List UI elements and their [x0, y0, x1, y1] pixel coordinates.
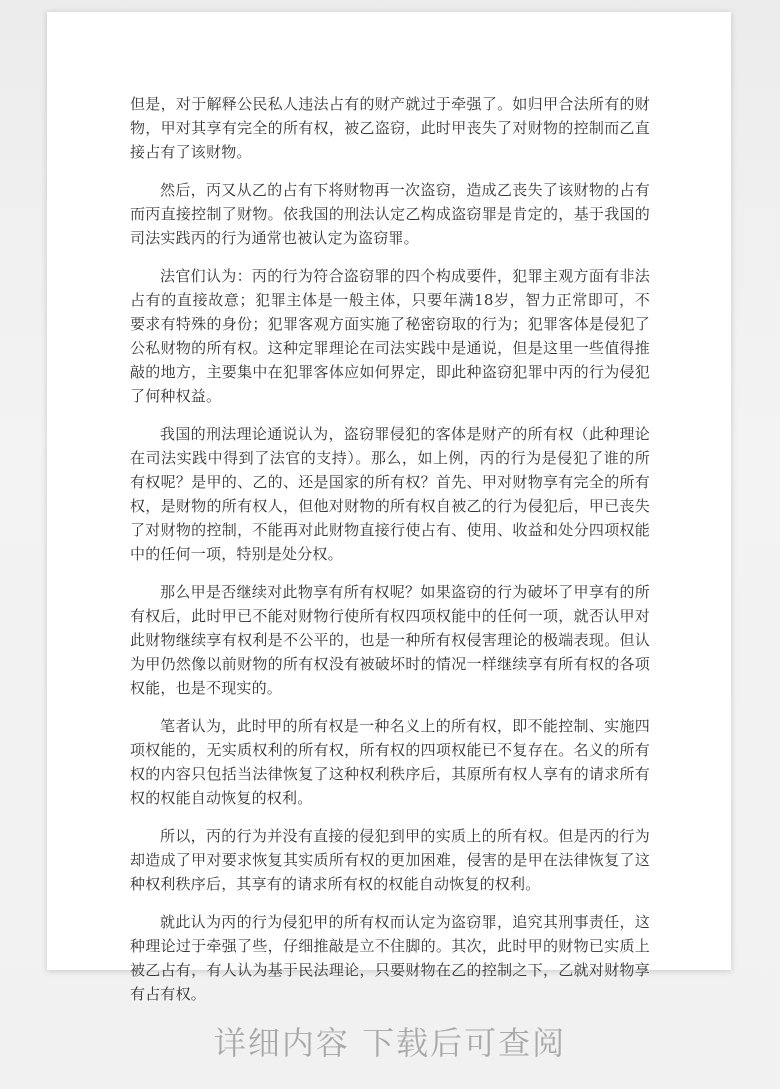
- paragraph-4: 我国的刑法理论通说认为，盗窃罪侵犯的客体是财产的所有权（此种理论在司法实践中得到了法官的支持）。那么，如上例，丙的行为是侵犯了谁的所有权呢？是甲的、乙的、还是国家的所有权？首先、甲对财物享有完全的所有权，是财物的所有权人，但他对财物的所有权自被乙的行为侵犯后，甲已丧失了对财物的控制，不能再对此财物直接行使占有、使用、收益和处分四项权能中的任何一项，特别是处分权。: [130, 425, 650, 563]
- download-prompt: 详细内容 下载后可查阅: [213, 1024, 567, 1062]
- paragraph-6: 笔者认为，此时甲的所有权是一种名义上的所有权，即不能控制、实施四项权能的，无实质权利的所有权，所有权的四项权能已不复存在。名义的所有权的内容只包括当法律恢复了这种权利秩序后，其原所有权人享有的请求所有权的权能自动恢复的权利。: [130, 717, 650, 807]
- paragraph-5: 那么甲是否继续对此物享有所有权呢？如果盗窃的行为破坏了甲享有的所有权后，此时甲已不能对财物行使所有权四项权能中的任何一项，就否认甲对此财物继续享有权利是不公平的，也是一种所有权侵害理论的极端表现。但认为甲仍然像以前财物的所有权没有被破坏时的情况一样继续享有所有权的各项权能，也是不现实的。: [130, 583, 650, 697]
- paragraph-8: 就此认为丙的行为侵犯甲的所有权而认定为盗窃罪，追究其刑事责任，这种理论过于牵强了些，仔细推敲是立不住脚的。其次，此时甲的财物已实质上被乙占有，有人认为基于民法理论，只要财物在乙的控制之下，乙就对财物享有占有权。: [130, 913, 650, 1003]
- document-body: [130, 92, 650, 1020]
- paragraph-1: 但是，对于解释公民私人违法占有的财产就过于牵强了。如归甲合法所有的财物，甲对其享有完全的所有权，被乙盗窃，此时甲丧失了对财物的控制而乙直接占有了该财物。: [130, 95, 650, 161]
- paragraph-2: 然后，丙又从乙的占有下将财物再一次盗窃，造成乙丧失了该财物的占有而丙直接控制了财物。依我国的刑法认定乙构成盗窃罪是肯定的，基于我国的司法实践丙的行为通常也被认定为盗窃罪。: [130, 181, 650, 247]
- paragraph-3: 法官们认为：丙的行为符合盗窃罪的四个构成要件，犯罪主观方面有非法占有的直接故意；犯罪主体是一般主体，只要年满18岁，智力正常即可，不要求有特殊的身份；犯罪客观方面实施了秘密窃取的行为；犯罪客体是侵犯了公私财物的所有权。这种定罪理论在司法实践中是通说，但是这里一些值得推敲的地方，主要集中在犯罪客体应如何界定，即此种盗窃犯罪中丙的行为侵犯了何种权益。: [130, 267, 650, 405]
- document-page: [47, 12, 731, 1003]
- paragraph-7: 所以，丙的行为并没有直接的侵犯到甲的实质上的所有权。但是丙的行为却造成了甲对要求恢复其实质所有权的更加困难，侵害的是甲在法律恢复了这种权利秩序后，其享有的请求所有权的权能自动恢复的权利。: [130, 827, 650, 893]
